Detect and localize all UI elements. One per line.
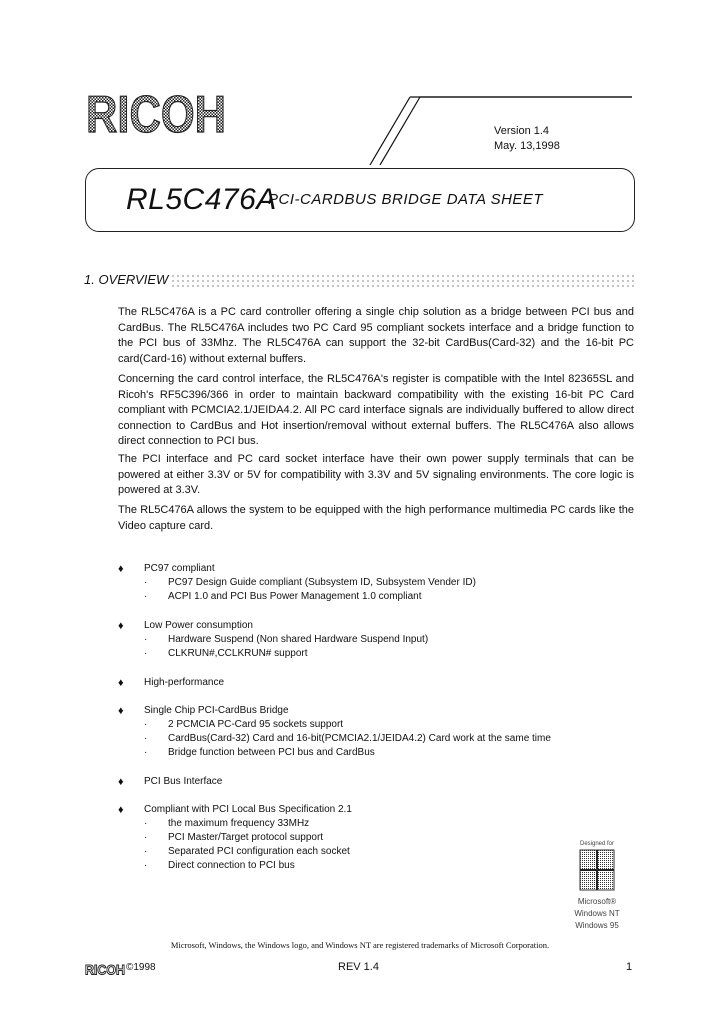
feature-subitem: · PC97 Design Guide compliant (Subsystem ID, Subsystem Vender ID): [144, 577, 476, 588]
footer-revision: REV 1.4: [338, 961, 379, 973]
svg-text:Windows 95: Windows 95: [575, 921, 619, 930]
feature-subitem: · Direct connection to PCI bus: [144, 860, 295, 871]
date-label: May. 13,1998: [494, 140, 560, 152]
feature-subitem: · 2 PCMCIA PC-Card 95 sockets support: [144, 719, 344, 730]
feature-label: Single Chip PCI-CardBus Bridge: [144, 705, 289, 716]
trademark-notice: Microsoft, Windows, the Windows logo, and Windows NT are registered trademarks of Microsoft Corporation.: [170, 940, 550, 950]
bullet-icon: ♦: [118, 677, 124, 689]
svg-text:RICOH: RICOH: [85, 961, 125, 978]
svg-text:Designed for: Designed for: [579, 841, 615, 847]
feature-subitem: · CardBus(Card-32) Card and 16-bit(PCMCIA2.1/JEIDA4.2) Card work at the same time: [144, 733, 551, 744]
feature-subitem: · PCI Master/Target protocol support: [144, 832, 324, 843]
version-label: Version 1.4: [494, 125, 550, 137]
footer-copyright: ©1998: [126, 962, 156, 973]
ricoh-logo: [84, 86, 228, 144]
svg-text:RICOH: RICOH: [86, 86, 226, 144]
feature-subitem: · Separated PCI configuration each socket: [144, 846, 350, 857]
footer-ricoh-logo: [84, 962, 126, 976]
section-rule: [172, 272, 635, 290]
feature-subitem: · Bridge function between PCI bus and CardBus: [144, 747, 375, 758]
feature-subitem: · ACPI 1.0 and PCI Bus Power Management 1.0 compliant: [144, 591, 422, 602]
document-title: RL5C476A: [126, 183, 277, 216]
version-block: [494, 124, 560, 154]
feature-label: Low Power consumption: [144, 620, 253, 631]
bullet-icon: ♦: [118, 705, 124, 717]
paragraph-intro: The RL5C476A is a PC card controller offering a single chip solution as a bridge between PCI bus and CardBus. The RL5C476A includes two PC Card 95 compliant sockets interface and a bridge function to the PCI bus of 33Mhz. The RL5C476A can support the 32-bit CardBus(Card-32) and the 16-bit PC card(Card-16) without external buffers.: [118, 306, 634, 365]
feature-label: High-performance: [144, 677, 225, 688]
bullet-icon: ♦: [118, 804, 124, 816]
bullet-icon: ♦: [118, 563, 124, 575]
feature-label: PCI Bus Interface: [144, 776, 223, 787]
paragraph-compat: Concerning the card control interface, the RL5C476A's register is compatible with the Intel 82365SL and Ricoh's RF5C396/366 in order to maintain backward compatibility with the existing 16-bit PC Card compliant with PCMCIA2.1/JEIDA4.2. All PC card interface signals are individually buffered to allow direct connection to CardBus and Hot insertion/removal without external buffers. The RL5C476A also allows direct connection to PCI bus.: [118, 373, 634, 447]
feature-subitem: · Hardware Suspend (Non shared Hardware Suspend Input): [144, 634, 429, 645]
paragraph-multimedia: The RL5C476A allows the system to be equipped with the high performance multimedia PC cards like the Video capture card.: [118, 504, 634, 532]
paragraph-power: The PCI interface and PC card socket interface have their own power supply terminals that can be powered at either 3.3V or 5V for compatibility with 3.3V and 5V signaling environments. The core logic is powered at 3.3V.: [118, 453, 634, 496]
page-number: 1: [626, 961, 633, 973]
bullet-icon: ♦: [118, 620, 124, 632]
svg-text:Windows NT: Windows NT: [574, 909, 620, 918]
windows-logo-icon: [566, 838, 628, 938]
section-title: 1. OVERVIEW: [84, 272, 169, 287]
svg-text:Microsoft®: Microsoft®: [577, 897, 617, 906]
feature-label: PC97 compliant: [144, 563, 215, 574]
document-subtitle: PCI-CARDBUS BRIDGE DATA SHEET: [268, 191, 544, 208]
feature-subitem: · CLKRUN#,CCLKRUN# support: [144, 648, 308, 659]
bullet-icon: ♦: [118, 776, 124, 788]
feature-subitem: · the maximum frequency 33MHz: [144, 818, 310, 829]
feature-label: Compliant with PCI Local Bus Specification 2.1: [144, 804, 352, 815]
